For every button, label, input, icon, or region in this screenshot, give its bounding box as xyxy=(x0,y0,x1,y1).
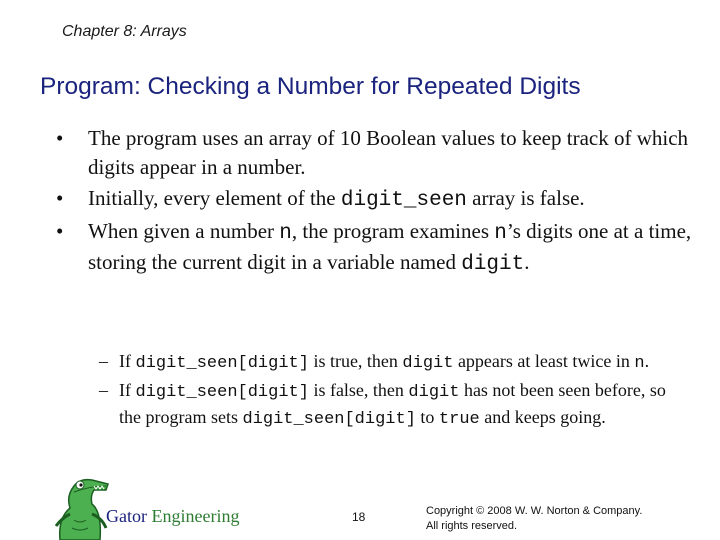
bullet-text: The program uses an array of 10 Boolean values to keep track of which digits appear in a number. xyxy=(88,126,689,179)
code-text: n xyxy=(634,354,645,373)
bullet-text: . xyxy=(524,250,530,274)
bullet-marker: • xyxy=(56,219,64,243)
bullet-text: Initially, every element of the xyxy=(88,186,341,210)
code-text: digit xyxy=(402,354,454,373)
code-text: digit_seen[digit] xyxy=(242,410,416,429)
code-text: digit_seen[digit] xyxy=(135,354,309,373)
slide-title: Program: Checking a Number for Repeated Digits xyxy=(40,73,581,100)
page-number: 18 xyxy=(352,510,366,524)
footer-brand xyxy=(106,506,239,527)
copyright-line: All rights reserved. xyxy=(426,520,518,532)
code-text: n xyxy=(279,222,292,245)
subbullet-item xyxy=(99,349,689,376)
bullet-text: array is false. xyxy=(466,186,585,210)
subbullet-text: is true, then xyxy=(308,351,403,371)
code-text: digit xyxy=(408,383,460,402)
subbullet-list xyxy=(99,349,689,434)
copyright-line: Copyright © 2008 W. W. Norton & Company. xyxy=(426,505,643,517)
bullet-list xyxy=(56,124,696,281)
brand-gator: Gator xyxy=(106,506,147,526)
bullet-text: , the program examines xyxy=(291,219,495,243)
bullet-marker: • xyxy=(56,186,64,210)
bullet-marker: • xyxy=(56,126,64,150)
subbullet-text: has not been seen before, so the program sets xyxy=(119,380,666,427)
code-text: true xyxy=(438,410,480,429)
subbullet-text: . xyxy=(644,351,650,371)
bullet-item xyxy=(56,217,696,279)
gator-mascot-icon xyxy=(50,474,110,540)
subbullet-text: is false, then xyxy=(308,380,409,400)
bullet-item xyxy=(56,184,696,215)
code-text: n xyxy=(494,222,507,245)
bullet-text: When given a number xyxy=(88,219,280,243)
subbullet-text: and keeps going. xyxy=(479,407,606,427)
subbullet-item xyxy=(99,378,689,432)
subbullet-marker: – xyxy=(99,380,108,400)
bullet-item xyxy=(56,124,696,182)
subbullet-text: If xyxy=(119,380,136,400)
code-text: digit_seen[digit] xyxy=(135,383,309,402)
brand-engineering: Engineering xyxy=(151,506,240,526)
copyright-notice xyxy=(426,504,686,534)
bullet-text: ’s digits one at a time, storing the current digit in a variable named xyxy=(88,219,692,274)
subbullet-text: to xyxy=(415,407,439,427)
code-text: digit_seen xyxy=(340,189,467,212)
subbullet-text: If xyxy=(119,351,136,371)
code-text: digit xyxy=(461,253,525,276)
subbullet-marker: – xyxy=(99,351,108,371)
subbullet-text: appears at least twice in xyxy=(453,351,635,371)
chapter-header: Chapter 8: Arrays xyxy=(62,23,187,40)
